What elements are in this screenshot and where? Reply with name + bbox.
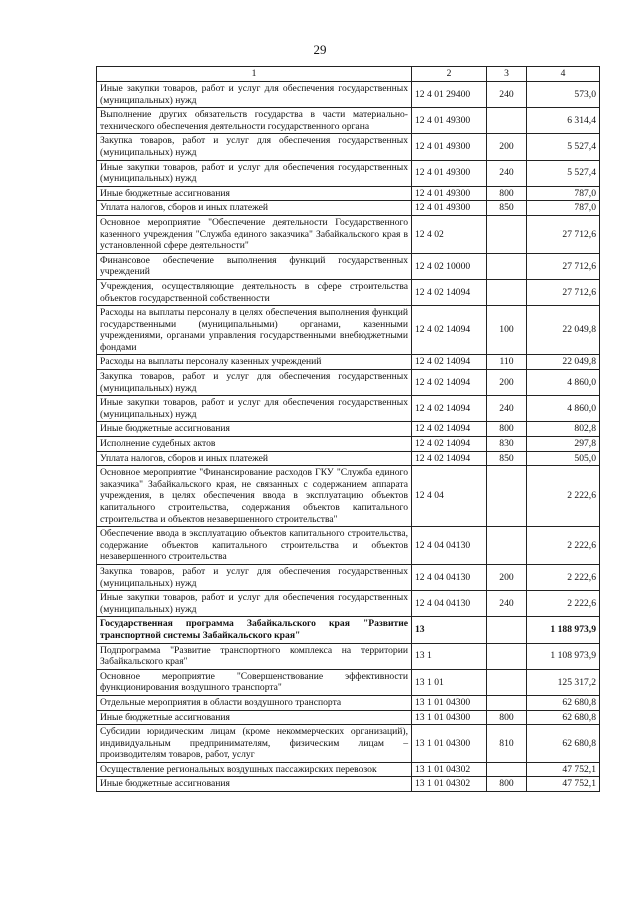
table-row	[97, 643, 600, 669]
row-amount-cell: 5 527,4	[527, 160, 600, 186]
row-name-cell: Уплата налогов, сборов и иных платежей	[97, 451, 412, 466]
table-row	[97, 564, 600, 590]
row-type-cell	[487, 466, 527, 527]
row-type-cell: 850	[487, 201, 527, 216]
row-type-cell: 800	[487, 710, 527, 725]
table-row	[97, 279, 600, 305]
row-code-cell: 12 4 01 49300	[412, 160, 487, 186]
row-type-cell	[487, 617, 527, 643]
row-type-cell: 850	[487, 451, 527, 466]
row-amount-cell: 47 752,1	[527, 777, 600, 792]
row-amount-cell: 787,0	[527, 186, 600, 201]
row-name-cell: Иные бюджетные ассигнования	[97, 186, 412, 201]
row-amount-cell: 505,0	[527, 451, 600, 466]
table-row	[97, 725, 600, 763]
table-row	[97, 591, 600, 617]
row-amount-cell: 4 860,0	[527, 370, 600, 396]
table-row	[97, 422, 600, 437]
column-header-code: 2	[412, 67, 487, 82]
row-code-cell: 12 4 01 49300	[412, 108, 487, 134]
table-row	[97, 762, 600, 777]
row-name-cell: Закупка товаров, работ и услуг для обеспечения государственных (муниципальных) нужд	[97, 564, 412, 590]
row-type-cell: 240	[487, 160, 527, 186]
row-amount-cell: 22 049,8	[527, 306, 600, 355]
row-type-cell	[487, 108, 527, 134]
table-row	[97, 370, 600, 396]
row-name-cell: Основное мероприятие "Финансирование расходов ГКУ "Служба единого заказчика" Забайкальского края, не связанных с содержанием аппарата учреждения, в целях обеспечения ввода в эксплуатацию объектов капитального строительства, содержания объектов капитального строительства и объектов незавершенного строительства"	[97, 466, 412, 527]
row-code-cell: 12 4 02 14094	[412, 306, 487, 355]
row-code-cell: 12 4 02 10000	[412, 253, 487, 279]
table-header-row	[97, 67, 600, 82]
table-body	[97, 82, 600, 792]
row-name-cell: Закупка товаров, работ и услуг для обеспечения государственных (муниципальных) нужд	[97, 370, 412, 396]
row-type-cell	[487, 253, 527, 279]
row-name-cell: Подпрограмма "Развитие транспортного комплекса на территории Забайкальского края"	[97, 643, 412, 669]
row-type-cell	[487, 669, 527, 695]
row-type-cell: 800	[487, 422, 527, 437]
row-name-cell: Исполнение судебных актов	[97, 437, 412, 452]
row-name-cell: Иные закупки товаров, работ и услуг для обеспечения государственных (муниципальных) нужд	[97, 82, 412, 108]
row-name-cell: Иные закупки товаров, работ и услуг для обеспечения государственных (муниципальных) нужд	[97, 160, 412, 186]
row-amount-cell: 2 222,6	[527, 564, 600, 590]
table-row	[97, 617, 600, 643]
row-code-cell: 12 4 04 04130	[412, 564, 487, 590]
row-code-cell: 12 4 01 49300	[412, 201, 487, 216]
row-code-cell: 12 4 01 49300	[412, 186, 487, 201]
row-code-cell: 12 4 02 14094	[412, 370, 487, 396]
row-name-cell: Учреждения, осуществляющие деятельность в сфере строительства объектов государственной собственности	[97, 279, 412, 305]
row-amount-cell: 573,0	[527, 82, 600, 108]
row-code-cell: 12 4 02 14094	[412, 451, 487, 466]
row-type-cell: 830	[487, 437, 527, 452]
row-type-cell: 200	[487, 134, 527, 160]
row-type-cell	[487, 695, 527, 710]
table-row	[97, 82, 600, 108]
row-code-cell: 12 4 04	[412, 466, 487, 527]
row-type-cell: 200	[487, 564, 527, 590]
table-row	[97, 160, 600, 186]
row-name-cell: Финансовое обеспечение выполнения функций государственных учреждений	[97, 253, 412, 279]
row-amount-cell: 27 712,6	[527, 253, 600, 279]
row-name-cell: Осуществление региональных воздушных пассажирских перевозок	[97, 762, 412, 777]
row-amount-cell: 47 752,1	[527, 762, 600, 777]
row-name-cell: Выполнение других обязательств государства в части материально-технического обеспечения деятельности государственного органа	[97, 108, 412, 134]
row-amount-cell: 1 188 973,9	[527, 617, 600, 643]
row-type-cell	[487, 643, 527, 669]
table-row	[97, 669, 600, 695]
row-type-cell: 100	[487, 306, 527, 355]
row-code-cell: 13 1 01	[412, 669, 487, 695]
table-row	[97, 777, 600, 792]
column-header-type: 3	[487, 67, 527, 82]
row-code-cell: 13 1 01 04302	[412, 762, 487, 777]
row-name-cell: Расходы на выплаты персоналу в целях обеспечения выполнения функций государственными (муниципальными) органами, казенными учреждениями, органами управления государственными внебюджетными фондами	[97, 306, 412, 355]
table-row	[97, 466, 600, 527]
row-code-cell: 13 1 01 04302	[412, 777, 487, 792]
row-type-cell: 240	[487, 82, 527, 108]
table-row	[97, 396, 600, 422]
row-type-cell	[487, 279, 527, 305]
row-amount-cell: 297,8	[527, 437, 600, 452]
column-header-amount: 4	[527, 67, 600, 82]
row-code-cell: 12 4 01 49300	[412, 134, 487, 160]
row-code-cell: 12 4 02 14094	[412, 396, 487, 422]
row-type-cell: 810	[487, 725, 527, 763]
table-row	[97, 306, 600, 355]
row-name-cell: Субсидии юридическим лицам (кроме некоммерческих организаций), индивидуальным предпринимателям, физическим лицам – производителям товаров, работ, услуг	[97, 725, 412, 763]
row-amount-cell: 6 314,4	[527, 108, 600, 134]
row-name-cell: Расходы на выплаты персоналу казенных учреждений	[97, 355, 412, 370]
row-name-cell: Иные бюджетные ассигнования	[97, 777, 412, 792]
row-amount-cell: 27 712,6	[527, 279, 600, 305]
page-number: 29	[313, 42, 327, 57]
row-type-cell: 240	[487, 591, 527, 617]
row-code-cell: 13 1 01 04300	[412, 695, 487, 710]
row-amount-cell: 125 317,2	[527, 669, 600, 695]
row-amount-cell: 5 527,4	[527, 134, 600, 160]
row-amount-cell: 62 680,8	[527, 725, 600, 763]
row-type-cell: 800	[487, 777, 527, 792]
table-row	[97, 201, 600, 216]
row-amount-cell: 22 049,8	[527, 355, 600, 370]
row-type-cell: 800	[487, 186, 527, 201]
row-amount-cell: 2 222,6	[527, 466, 600, 527]
row-name-cell: Основное мероприятие "Совершенствование эффективности функционирования воздушного транспорта"	[97, 669, 412, 695]
row-code-cell: 13 1 01 04300	[412, 710, 487, 725]
row-amount-cell: 4 860,0	[527, 396, 600, 422]
row-code-cell: 12 4 02 14094	[412, 422, 487, 437]
table-row	[97, 215, 600, 253]
row-code-cell: 13	[412, 617, 487, 643]
row-type-cell: 200	[487, 370, 527, 396]
row-code-cell: 12 4 02 14094	[412, 437, 487, 452]
table-row	[97, 355, 600, 370]
row-code-cell: 12 4 04 04130	[412, 591, 487, 617]
row-code-cell: 12 4 04 04130	[412, 527, 487, 565]
row-name-cell: Иные закупки товаров, работ и услуг для обеспечения государственных (муниципальных) нужд	[97, 396, 412, 422]
table-row	[97, 253, 600, 279]
row-name-cell: Иные бюджетные ассигнования	[97, 422, 412, 437]
table-row	[97, 134, 600, 160]
row-amount-cell: 787,0	[527, 201, 600, 216]
row-code-cell: 13 1	[412, 643, 487, 669]
row-amount-cell: 2 222,6	[527, 591, 600, 617]
table-row	[97, 186, 600, 201]
row-amount-cell: 2 222,6	[527, 527, 600, 565]
row-code-cell: 12 4 02	[412, 215, 487, 253]
row-name-cell: Обеспечение ввода в эксплуатацию объектов капитального строительства, содержание объектов капитального строительства и объектов незавершенного строительства	[97, 527, 412, 565]
row-code-cell: 12 4 02 14094	[412, 355, 487, 370]
row-amount-cell: 62 680,8	[527, 710, 600, 725]
row-name-cell: Иные закупки товаров, работ и услуг для обеспечения государственных (муниципальных) нужд	[97, 591, 412, 617]
table-row	[97, 710, 600, 725]
table-row	[97, 108, 600, 134]
row-code-cell: 13 1 01 04300	[412, 725, 487, 763]
row-type-cell	[487, 527, 527, 565]
row-amount-cell: 27 712,6	[527, 215, 600, 253]
row-name-cell: Иные бюджетные ассигнования	[97, 710, 412, 725]
row-name-cell: Закупка товаров, работ и услуг для обеспечения государственных (муниципальных) нужд	[97, 134, 412, 160]
row-amount-cell: 62 680,8	[527, 695, 600, 710]
row-name-cell: Основное мероприятие "Обеспечение деятельности Государственного казенного учреждения "Служба единого заказчика" Забайкальского края в установленной сфере деятельности"	[97, 215, 412, 253]
table-row	[97, 527, 600, 565]
table-row	[97, 451, 600, 466]
row-type-cell	[487, 762, 527, 777]
row-type-cell: 110	[487, 355, 527, 370]
column-header-name: 1	[97, 67, 412, 82]
budget-table	[96, 66, 600, 792]
row-amount-cell: 802,8	[527, 422, 600, 437]
row-name-cell: Отдельные мероприятия в области воздушного транспорта	[97, 695, 412, 710]
row-type-cell	[487, 215, 527, 253]
row-name-cell: Государственная программа Забайкальского края "Развитие транспортной системы Забайкальского края"	[97, 617, 412, 643]
row-code-cell: 12 4 01 29400	[412, 82, 487, 108]
row-code-cell: 12 4 02 14094	[412, 279, 487, 305]
table-row	[97, 695, 600, 710]
row-type-cell: 240	[487, 396, 527, 422]
row-amount-cell: 1 108 973,9	[527, 643, 600, 669]
row-name-cell: Уплата налогов, сборов и иных платежей	[97, 201, 412, 216]
table-row	[97, 437, 600, 452]
